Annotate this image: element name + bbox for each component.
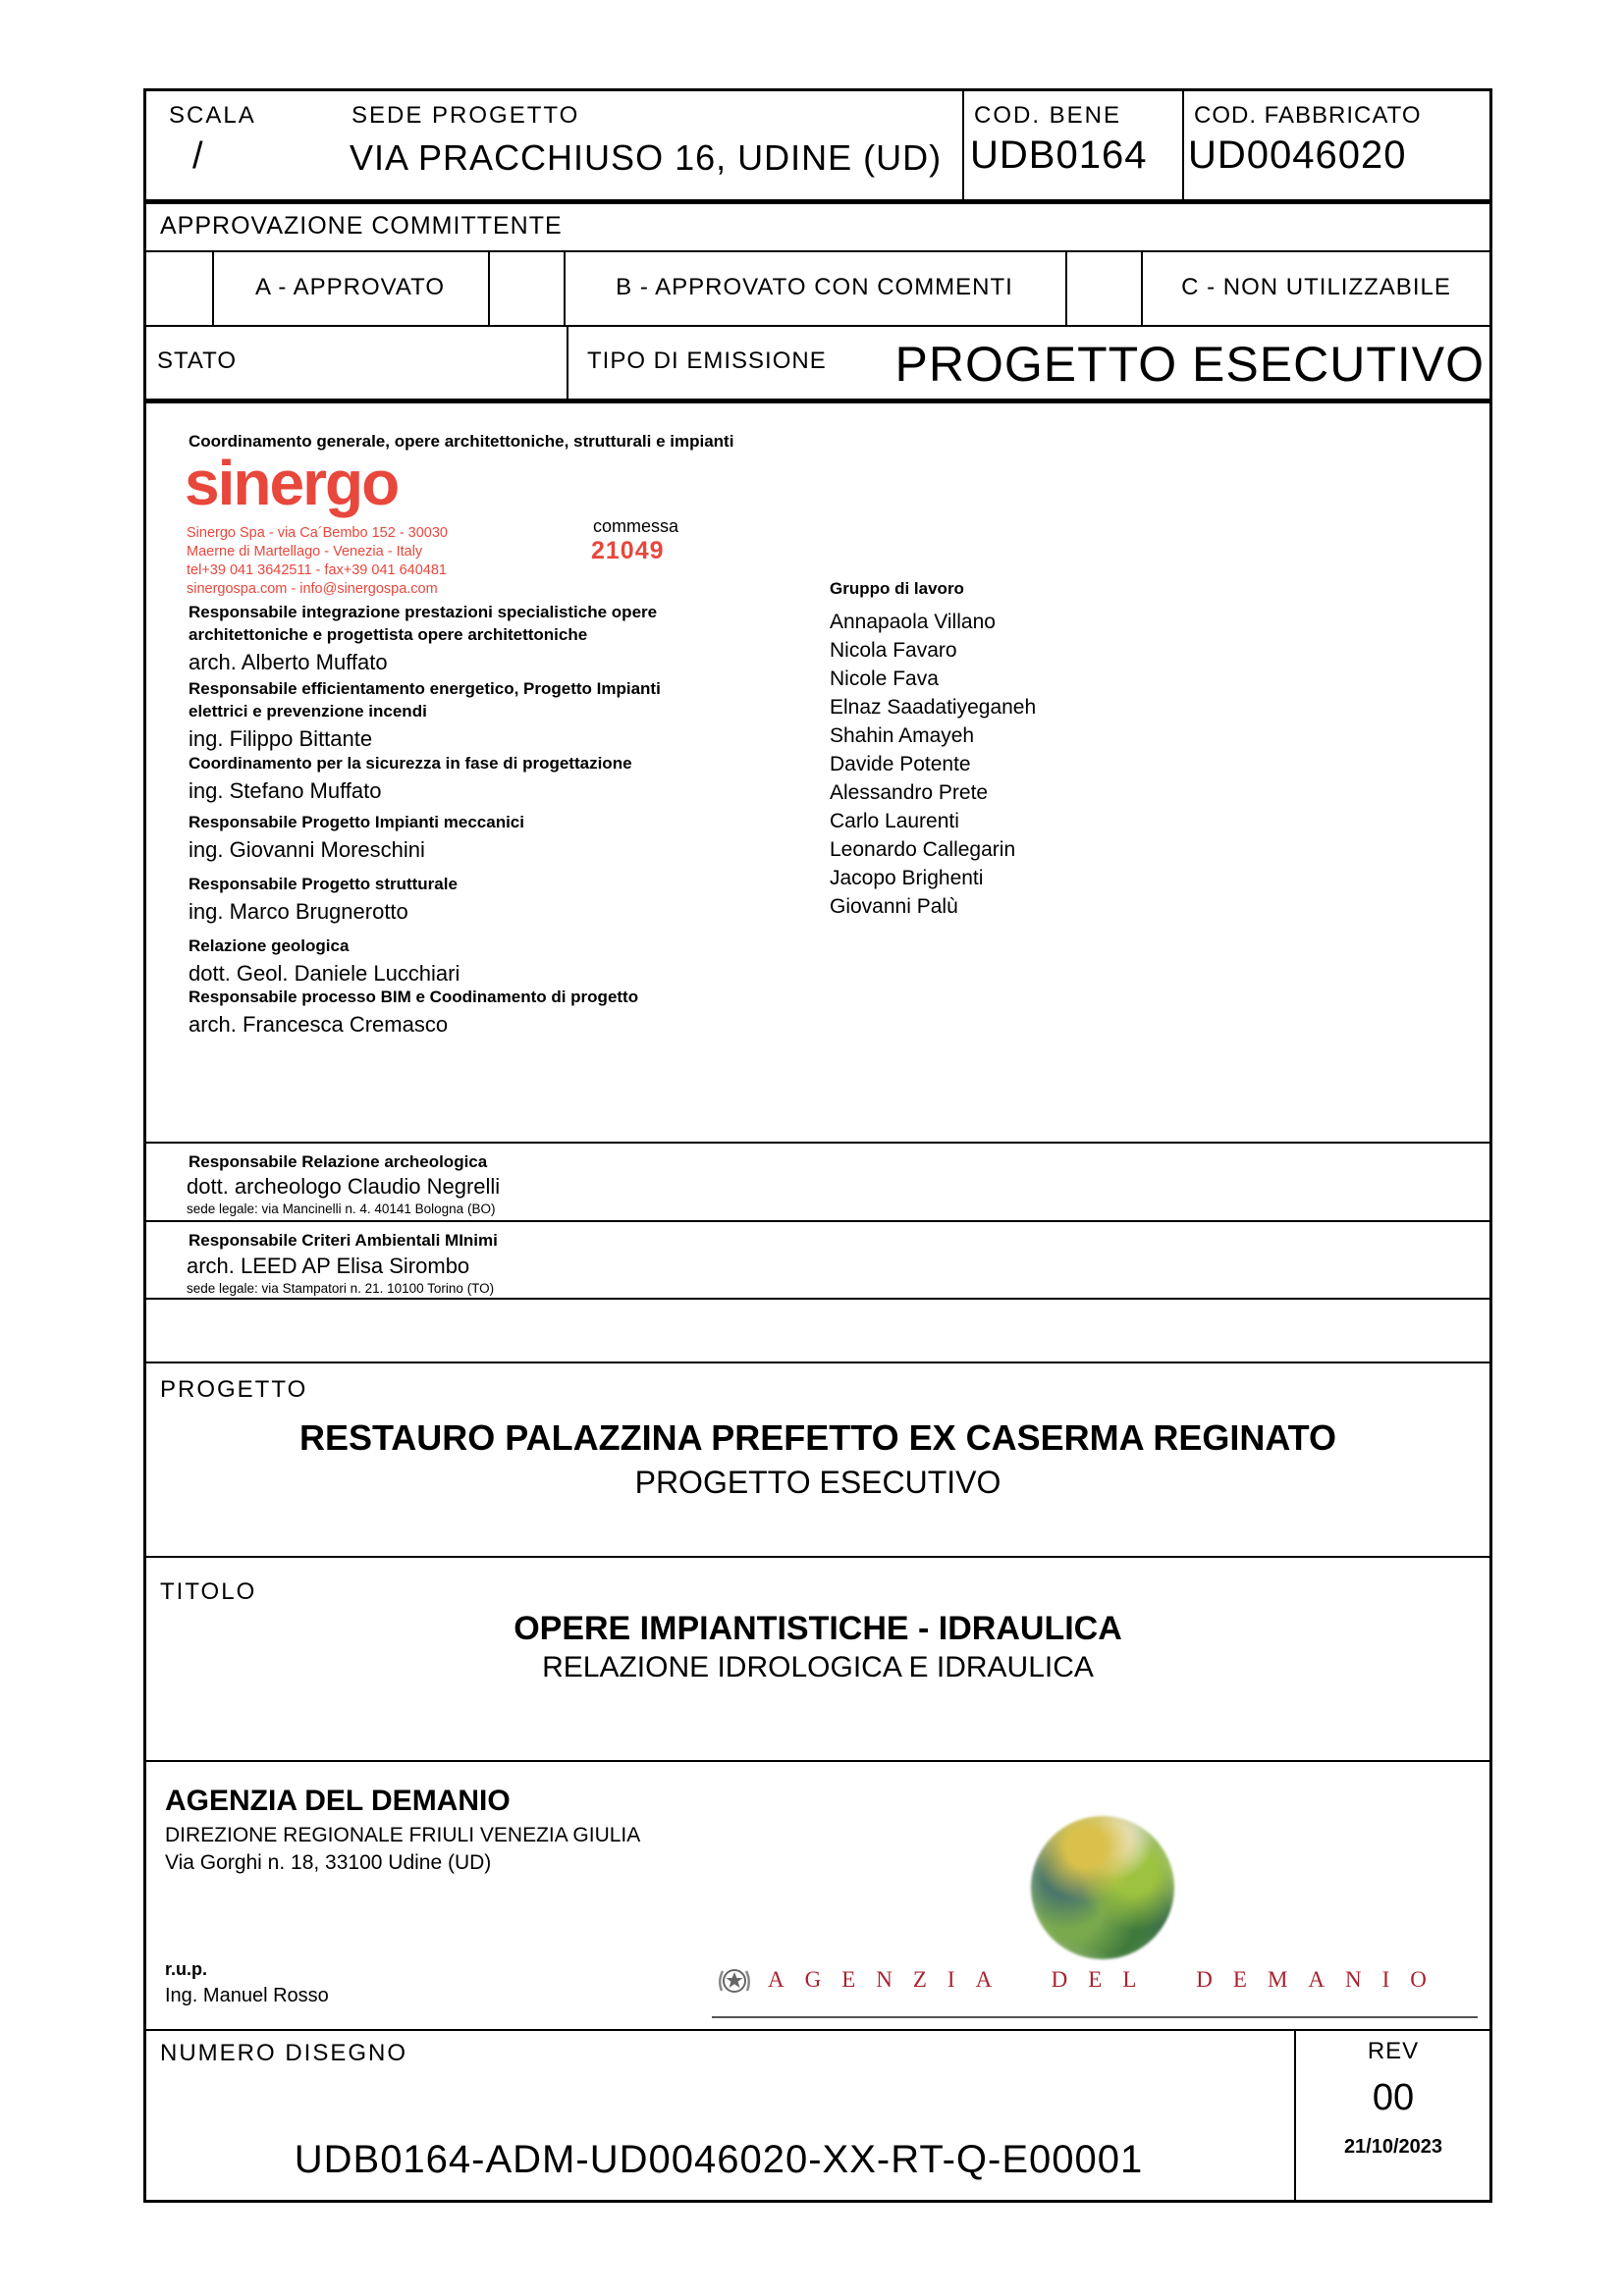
committente-name: AGENZIA DEL DEMANIO	[165, 1785, 511, 1817]
sinergo-address-line: sinergospa.com - info@sinergospa.com	[187, 581, 438, 597]
rev-date: 21/10/2023	[1343, 2136, 1443, 2158]
divider	[143, 250, 1492, 252]
cod-fabbricato-value: UD0046020	[1188, 133, 1407, 177]
ruolo-title: Responsabile processo BIM e Coodinamento di progetto	[189, 988, 639, 1006]
gruppo-member: Giovanni Palù	[830, 895, 958, 918]
titolo-label: TITOLO	[160, 1578, 257, 1605]
ruolo-title: Responsabile Progetto strutturale	[189, 875, 458, 893]
progetto-title: RESTAURO PALAZZINA PREFETTO EX CASERMA REGINATO	[298, 1417, 1337, 1458]
divider	[143, 1760, 1492, 1762]
numero-disegno-label: NUMERO DISEGNO	[160, 2040, 408, 2066]
tipo-emissione-value: PROGETTO ESECUTIVO	[894, 337, 1485, 392]
ruolo-entry	[189, 811, 724, 863]
gruppo-member: Leonardo Callegarin	[830, 838, 1016, 861]
divider	[143, 325, 1492, 327]
archeologia-name: dott. archeologo Claudio Negrelli	[187, 1174, 501, 1199]
ruolo-entry	[189, 986, 724, 1038]
state-emblem-icon	[715, 1961, 754, 2001]
gruppo-member: Elnaz Saadatiyeganeh	[830, 696, 1037, 719]
table-outer-border	[143, 88, 1492, 2203]
divider	[143, 1556, 1492, 1558]
gruppo-title: Gruppo di lavoro	[830, 579, 964, 598]
divider	[143, 1362, 1492, 1363]
sinergo-address-line: tel+39 041 3642511 - fax+39 041 640481	[187, 562, 447, 578]
divider-thick	[143, 399, 1492, 403]
ruolo-name: ing. Filippo Bittante	[189, 726, 373, 751]
divider	[143, 1142, 1492, 1144]
gruppo-member: Davide Potente	[830, 753, 971, 775]
ruolo-title: Responsabile integrazione prestazioni specialistiche opere architettoniche e progettista opere architettoniche	[189, 603, 658, 644]
titolo-title: OPERE IMPIANTISTICHE - IDRAULICA	[514, 1610, 1122, 1647]
titolo-subtitle: RELAZIONE IDROLOGICA E IDRAULICA	[542, 1651, 1094, 1683]
gruppo-member: Nicole Fava	[830, 667, 939, 690]
ruolo-entry	[189, 934, 724, 987]
gruppo-member: Nicola Favaro	[830, 639, 957, 662]
gruppo-member: Jacopo Brighenti	[830, 867, 984, 889]
ruolo-entry	[189, 873, 724, 925]
ruolo-name: ing. Giovanni Moreschini	[189, 837, 425, 862]
rev-value: 00	[1372, 2077, 1415, 2118]
ruolo-title: Coordinamento per la sicurezza in fase di progettazione	[189, 754, 632, 773]
sinergo-logo: sinergo	[185, 448, 399, 518]
sede-progetto-label: SEDE PROGETTO	[352, 102, 580, 129]
gruppo-member: Carlo Laurenti	[830, 810, 959, 832]
rev-label: REV	[1367, 2038, 1420, 2064]
demanio-foliage-logo	[1031, 1816, 1174, 1959]
demanio-logo-rule	[712, 2016, 1478, 2018]
gruppo-member: Alessandro Prete	[830, 781, 989, 804]
ruolo-entry	[189, 752, 724, 804]
numero-disegno-value: UDB0164-ADM-UD0046020-XX-RT-Q-E00001	[294, 2138, 1144, 2181]
ruolo-entry	[189, 601, 724, 675]
cod-fabbricato-label: COD. FABBRICATO	[1194, 102, 1422, 129]
archeologia-sede: sede legale: via Mancinelli n. 4. 40141 Bologna (BO)	[187, 1201, 496, 1216]
divider-thick-top	[143, 199, 1492, 204]
scala-value: /	[192, 135, 203, 177]
archeologia-title: Responsabile Relazione archeologica	[189, 1152, 488, 1171]
committente-direzione: DIREZIONE REGIONALE FRIULI VENEZIA GIULIA	[165, 1824, 641, 1846]
rup-name: Ing. Manuel Rosso	[165, 1985, 329, 2006]
scala-label: SCALA	[169, 102, 256, 129]
checkbox-non-utilizzabile[interactable]	[1067, 252, 1139, 325]
cam-sede: sede legale: via Stampatori n. 21. 10100 Torino (TO)	[187, 1281, 495, 1296]
divider	[143, 1220, 1492, 1222]
tipo-emissione-label: TIPO DI EMISSIONE	[587, 347, 827, 374]
demanio-logo-text: AGENZIA DEL DEMANIO	[768, 1967, 1447, 1992]
stato-label: STATO	[157, 347, 238, 374]
ruolo-name: dott. Geol. Daniele Lucchiari	[189, 961, 460, 986]
divider	[962, 88, 964, 199]
ruolo-title: Relazione geologica	[189, 936, 350, 955]
cam-name: arch. LEED AP Elisa Sirombo	[187, 1254, 470, 1278]
divider	[143, 2029, 1492, 2031]
gruppo-di-lavoro	[830, 577, 1036, 921]
progetto-subtitle: PROGETTO ESECUTIVO	[634, 1465, 1001, 1500]
committente-indirizzo: Via Gorghi n. 18, 33100 Udine (UD)	[165, 1851, 492, 1874]
sede-progetto-value: VIA PRACCHIUSO 16, UDINE (UD)	[350, 137, 943, 178]
checkbox-approvato[interactable]	[145, 252, 210, 325]
divider	[1182, 88, 1184, 199]
checkbox-approvato-con-commenti[interactable]	[490, 252, 562, 325]
ruolo-entry	[189, 677, 724, 752]
progetto-label: PROGETTO	[160, 1376, 308, 1403]
coordinamento-intro: Coordinamento generale, opere architettoniche, strutturali e impianti	[189, 432, 734, 451]
ruolo-name: ing. Marco Brugnerotto	[189, 899, 408, 924]
divider	[567, 325, 568, 400]
ruolo-name: arch. Alberto Muffato	[189, 650, 388, 674]
sinergo-address-line: Maerne di Martellago - Venezia - Italy	[187, 544, 423, 560]
commessa-label: commessa	[593, 516, 679, 536]
sinergo-address-line: Sinergo Spa - via Ca´Bembo 152 - 30030	[187, 525, 448, 541]
commessa-value: 21049	[591, 537, 665, 564]
ruolo-name: ing. Stefano Muffato	[189, 778, 382, 803]
approvazione-title: APPROVAZIONE COMMITTENTE	[160, 212, 563, 240]
gruppo-member: Shahin Amayeh	[830, 724, 975, 747]
divider	[143, 1298, 1492, 1300]
ruolo-name: arch. Francesca Cremasco	[189, 1012, 449, 1037]
cod-bene-value: UDB0164	[970, 133, 1148, 177]
option-b-label: B - APPROVATO CON COMMENTI	[616, 274, 1013, 300]
gruppo-member: Annapaola Villano	[830, 611, 996, 633]
cam-title: Responsabile Criteri Ambientali MInimi	[189, 1231, 498, 1250]
option-c-label: C - NON UTILIZZABILE	[1181, 274, 1451, 300]
ruolo-title: Responsabile Progetto Impianti meccanici	[189, 813, 524, 831]
option-a-label: A - APPROVATO	[254, 274, 446, 300]
cod-bene-label: COD. BENE	[974, 102, 1122, 129]
ruolo-title: Responsabile efficientamento energetico, Progetto Impianti elettrici e prevenzione incendi	[189, 679, 661, 721]
rup-label: r.u.p.	[165, 1959, 208, 1979]
